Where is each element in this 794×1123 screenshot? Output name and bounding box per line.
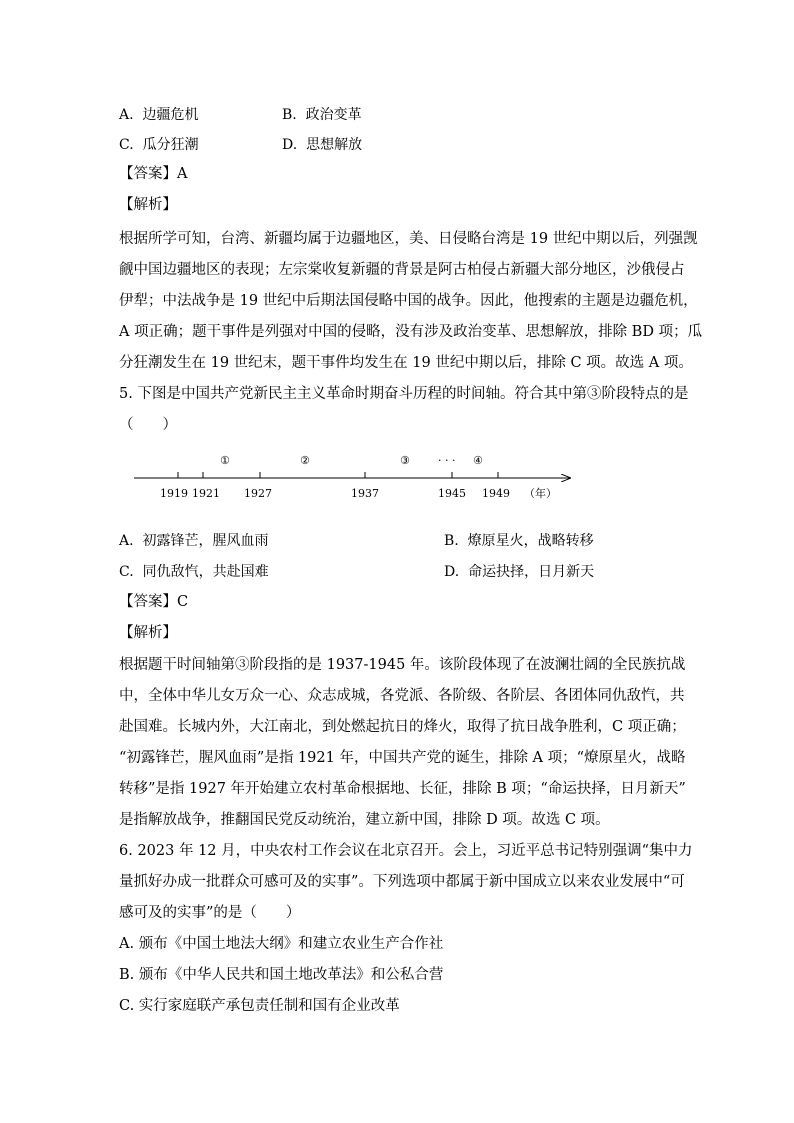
q6-stem-line-2: 量抓好办成一批群众可感可及的实事”。下列选项中都属于新中国成立以来农业发展中“可 [119,874,685,890]
q6-option-a: A. 颁布《中国土地法大纲》和建立农业生产合作社 [119,936,444,952]
q6-stem-line-3: 感可及的实事”的是（ ） [119,905,301,921]
q5-stem-line-1: 5. 下图是中国共产党新民主主义革命时期奋斗历程的时间轴。符合其中第③阶段特点的是 [119,386,689,402]
q4-analysis-line-3: 伊犁；中法战争是 19 世纪中后期法国侵略中国的战争。因此，他搜索的主题是边疆危机， [119,293,698,309]
q5-analysis-label: 【解析】 [119,625,177,641]
stage-mark-4: ④ [473,454,483,467]
year-1945: 1945 [438,487,466,500]
q4-option-d: D. 思想解放 [282,137,363,153]
year-1927: 1927 [244,487,272,500]
year-unit: （年） [524,487,557,500]
stage-mark-1: ① [220,454,230,467]
q5-answer: 【答案】C [119,594,189,610]
q5-option-b: B. 燎原星火，战略转移 [444,533,594,549]
q4-analysis-line-2: 觎中国边疆地区的表现；左宗棠收复新疆的背景是阿古柏侵占新疆大部分地区，沙俄侵占 [119,262,685,278]
year-1949: 1949 [482,487,510,500]
stage-mark-3: ③ [400,454,410,467]
q4-option-b: B. 政治变革 [282,107,362,123]
q4-analysis-line-1: 根据所学可知，台湾、新疆均属于边疆地区，美、日侵略台湾是 19 世纪中期以后，列强觊 [119,231,698,247]
q4-analysis-line-4: A 项正确；题干事件是列强对中国的侵略，没有涉及政治变革、思想解放，排除 BD 项；瓜 [119,324,703,340]
q5-analysis-line-2: 中，全体中华儿女万众一心、众志成城，各党派、各阶级、各阶层、各团体同仇敌忾，共 [119,688,685,704]
q4-option-a: A. 边疆危机 [119,107,199,123]
stage-mark-2: ② [300,454,310,467]
q5-analysis-line-6: 是指解放战争，推翻国民党反动统治，建立新中国，排除 D 项。故选 C 项。 [119,812,610,828]
q5-timeline-figure [130,442,590,507]
q5-analysis-line-4: “初露锋芒，腥风血雨”是指 1921 年，中国共产党的诞生，排除 A 项；“燎原星火，战略 [119,750,686,766]
q4-analysis-label: 【解析】 [119,197,177,213]
q5-analysis-line-1: 根据题干时间轴第③阶段指的是 1937-1945 年。该阶段体现了在波澜壮阔的全民族抗战 [119,657,686,673]
timeline-svg [130,442,590,507]
q5-analysis-line-5: 转移”是指 1927 年开始建立农村革命根据地、长征，排除 B 项；“命运抉择，日月新天” [119,781,686,797]
year-1921: 1921 [192,487,220,500]
q6-stem-line-1: 6. 2023 年 12 月，中央农村工作会议在北京召开。会上，习近平总书记特别强调“集中力 [119,843,693,859]
q4-option-c: C. 瓜分狂潮 [119,137,199,153]
year-1937: 1937 [351,487,379,500]
q4-analysis-line-5: 分狂潮发生在 19 世纪末，题干事件均发生在 19 世纪中期以后，排除 C 项。故选 A 项。 [119,355,693,371]
q5-option-c: C. 同仇敌忾，共赴国难 [119,564,269,580]
q6-option-b: B. 颁布《中华人民共和国土地改革法》和公私合营 [119,967,444,983]
year-1919: 1919 [160,487,188,500]
q6-option-c: C. 实行家庭联产承包责任制和国有企业改革 [119,998,400,1014]
stage-dots: · · · [438,454,456,467]
q4-answer: 【答案】A [119,166,188,182]
q5-analysis-line-3: 赴国难。长城内外，大江南北，到处燃起抗日的烽火，取得了抗日战争胜利，C 项正确； [119,719,686,735]
q5-stem-line-2: （ ） [119,417,177,433]
q5-option-d: D. 命运抉择，日月新天 [444,564,595,580]
q5-option-a: A. 初露锋芒，腥风血雨 [119,533,269,549]
